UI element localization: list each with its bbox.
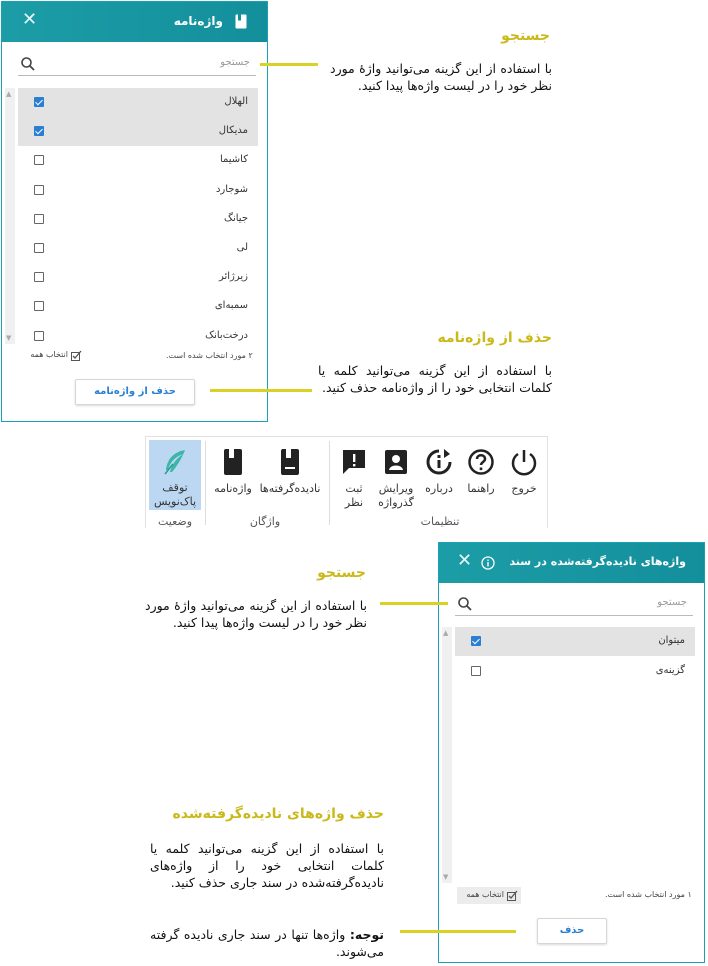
scrollbar[interactable]	[442, 627, 452, 883]
search-input[interactable]	[50, 56, 252, 69]
list-item[interactable]	[18, 205, 258, 234]
list-item-label: سمبه‌ای	[214, 300, 248, 312]
list-item-checkbox[interactable]	[34, 272, 44, 282]
delete-annotation-text: با استفاده از این گزینه می‌توانید کلمه یا کلمات انتخابی خود را از واژه‌های نادیده‌گرفته‌شده در سند جاری حذف کنید.	[150, 841, 384, 890]
delete-ignored-button[interactable]: حذف	[537, 918, 607, 944]
list-item-label: گزینه‌ی	[655, 665, 685, 676]
book-icon	[235, 14, 247, 29]
ignored-words-panel	[438, 542, 705, 963]
power-icon	[510, 448, 538, 476]
delete-from-dictionary-button[interactable]: حذف از واژه‌نامه	[75, 379, 195, 405]
selected-count: ۲ مورد انتخاب شده است.	[166, 351, 253, 360]
search-box[interactable]	[455, 594, 693, 616]
stop-proofread-button[interactable]	[149, 440, 201, 510]
select-all-button[interactable]	[457, 887, 521, 904]
list-item-checkbox[interactable]	[34, 301, 44, 311]
ribbon-label: راهنما	[467, 482, 495, 495]
select-all-icon	[71, 350, 82, 361]
ribbon-separator	[205, 441, 206, 525]
scroll-up-icon[interactable]: ▲	[443, 629, 449, 637]
scroll-down-icon[interactable]: ▼	[6, 334, 12, 342]
search-annotation-line	[260, 63, 318, 66]
list-item-label: درخت‌بانک	[205, 329, 248, 341]
list-item[interactable]	[455, 627, 695, 656]
list-item-label: جیانگ	[224, 212, 248, 224]
search-annotation-title: جستجو	[501, 28, 550, 44]
search-annotation-title: جستجو	[317, 565, 366, 581]
list-item-checkbox[interactable]	[471, 666, 481, 676]
feedback-button[interactable]	[334, 440, 374, 515]
scrollbar[interactable]	[5, 88, 15, 344]
feedback-icon	[340, 448, 368, 476]
ribbon-separator	[329, 441, 330, 525]
note-annotation	[150, 926, 384, 960]
search-annotation-text: با استفاده از این گزینه می‌توانید واژهٔ مورد نظر خود را در لیست واژه‌ها پیدا کنید.	[145, 598, 367, 630]
feather-icon	[161, 448, 189, 476]
ignored-words-panel-header	[439, 543, 704, 583]
help-icon	[467, 448, 495, 476]
select-all-label: انتخاب همه	[30, 350, 68, 359]
search-annotation-text: با استفاده از این گزینه می‌توانید واژهٔ مورد نظر خود را در لیست واژه‌ها پیدا کنید.	[330, 61, 552, 93]
dictionary-panel	[1, 1, 268, 422]
list-item-checkbox[interactable]	[34, 331, 44, 341]
info-refresh-icon	[425, 448, 453, 476]
select-all-button[interactable]	[22, 349, 84, 363]
list-item[interactable]	[18, 292, 258, 321]
group-words-label: واژگان	[249, 515, 281, 528]
close-icon[interactable]: ✕	[22, 9, 38, 30]
ribbon-label: درباره	[425, 482, 453, 495]
note-label: توجه:	[349, 927, 384, 942]
list-item[interactable]	[18, 234, 258, 263]
delete-annotation-line	[210, 389, 312, 392]
ribbon-label: توقف پاک‌نویس	[153, 481, 197, 508]
selected-count: ۱ مورد انتخاب شده است.	[605, 890, 692, 899]
about-button[interactable]	[418, 440, 460, 510]
select-all-label: انتخاب همه	[466, 890, 504, 899]
list-item-checkbox[interactable]	[34, 185, 44, 195]
search-icon	[20, 56, 36, 72]
ribbon-label: ثبت نظر	[344, 482, 364, 509]
list-item[interactable]	[18, 88, 258, 117]
delete-annotation-title: حذف واژه‌های نادیده‌گرفته‌شده	[172, 806, 384, 822]
dictionary-panel-header	[2, 2, 267, 42]
ribbon-label: واژه‌نامه	[214, 482, 252, 495]
list-item-label: الهلال	[224, 96, 248, 107]
list-item[interactable]	[18, 176, 258, 205]
ribbon-label: ویرایش گذرواژه	[378, 482, 414, 509]
exit-button[interactable]	[502, 440, 546, 510]
user-card-icon	[382, 448, 410, 476]
list-item[interactable]	[18, 117, 258, 146]
list-item-label: شوجارد	[215, 183, 248, 195]
list-item[interactable]	[18, 322, 258, 351]
delete-annotation-line	[400, 930, 516, 933]
panel-title: واژه‌نامه	[173, 14, 223, 28]
ignored-book-icon	[276, 448, 304, 476]
info-icon[interactable]	[481, 556, 495, 570]
ribbon-toolbar	[145, 436, 548, 528]
list-item-label: کاشیما	[219, 154, 248, 166]
list-item-checkbox[interactable]	[34, 126, 44, 136]
list-item-checkbox[interactable]	[34, 155, 44, 165]
edit-password-button[interactable]	[374, 440, 418, 515]
search-box[interactable]	[18, 54, 256, 76]
search-annotation-line	[380, 602, 448, 605]
list-item-label: لی	[236, 242, 248, 253]
search-icon	[457, 596, 473, 612]
delete-annotation-text: با استفاده از این گزینه می‌توانید کلمه یا کلمات انتخابی خود را از واژه‌نامه حذف کنید.	[318, 363, 552, 395]
group-settings-label: تنظیمات	[420, 515, 460, 528]
ribbon-label: خروج	[511, 482, 537, 495]
group-status-label: وضعیت	[157, 515, 193, 528]
ribbon-label: نادیده‌گرفته‌ها	[259, 482, 321, 495]
list-item-label: میتوان	[658, 635, 685, 646]
list-item[interactable]	[455, 657, 695, 686]
list-item-label: زیرژائر	[218, 271, 248, 283]
list-item-checkbox[interactable]	[471, 636, 481, 646]
list-item-checkbox[interactable]	[34, 97, 44, 107]
list-item-checkbox[interactable]	[34, 214, 44, 224]
select-all-icon	[507, 890, 518, 901]
scroll-up-icon[interactable]: ▲	[6, 90, 12, 98]
list-item-label: مدیکال	[218, 125, 248, 137]
list-item-checkbox[interactable]	[34, 243, 44, 253]
delete-annotation-title: حذف از واژه‌نامه	[437, 330, 552, 346]
dictionary-button[interactable]	[208, 440, 258, 510]
scroll-down-icon[interactable]: ▼	[443, 873, 449, 881]
note-text: واژه‌ها تنها در سند جاری نادیده گرفته می‌شوند.	[150, 927, 384, 959]
ignored-words-button[interactable]	[258, 440, 322, 510]
panel-title: واژه‌های نادیده‌گرفته‌شده در سند	[509, 555, 686, 568]
close-icon[interactable]: ✕	[457, 550, 473, 571]
list-item[interactable]	[18, 146, 258, 175]
search-input[interactable]	[487, 596, 689, 609]
dictionary-icon	[219, 448, 247, 476]
list-item[interactable]	[18, 263, 258, 292]
help-button[interactable]	[460, 440, 502, 510]
